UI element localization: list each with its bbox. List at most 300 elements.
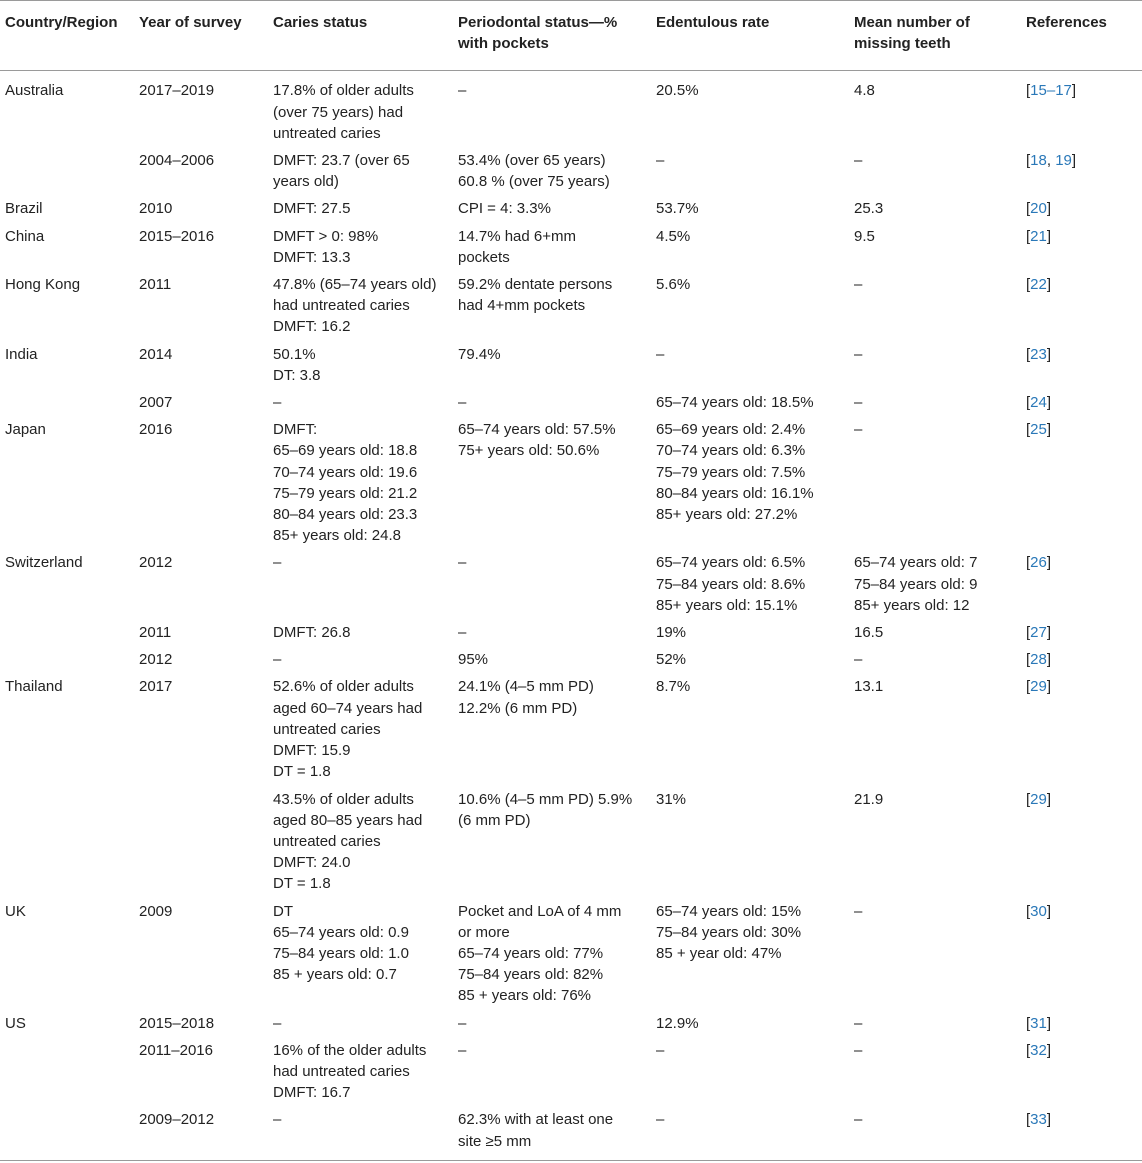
cell-year: 2009 (139, 902, 173, 920)
cell-edentulous-rate (651, 71, 849, 150)
cell-year: 2011–2016 (139, 1041, 213, 1059)
cell-line: untreated caries (273, 720, 381, 738)
cell-line: DMFT: 15.9 (273, 742, 351, 760)
cell-line: DMFT: 16.7 (273, 1084, 351, 1102)
cell-caries-status (268, 1040, 453, 1110)
ref-bracket-close: ] (1071, 82, 1077, 100)
cell-edentulous-rate (651, 419, 849, 552)
cell-missing-teeth (849, 198, 1021, 225)
cell-line: 85 + years old: 0.7 (273, 966, 397, 984)
cell-periodontal-status (453, 1109, 651, 1160)
cell-line: DT = 1.8 (273, 763, 331, 781)
cell-periodontal-status (453, 1013, 651, 1040)
cell-line: – (273, 554, 282, 572)
cell-periodontal-status (453, 676, 651, 788)
ref-bracket-close: ] (1046, 678, 1052, 696)
ref-bracket-open: [ (1026, 394, 1031, 412)
cell-missing-teeth (849, 676, 1021, 788)
cell-line: 85+ years old: 27.2% (656, 506, 798, 524)
cell-line: 75+ years old: 50.6% (458, 442, 600, 460)
cell-line: 14.7% had 6+mm (458, 227, 576, 245)
cell-line: 24.1% (4–5 mm PD) (458, 678, 594, 696)
cell-line: CPI = 4: 3.3% (458, 200, 551, 218)
cell-country: Japan (5, 421, 46, 439)
cell-line: – (273, 1111, 282, 1129)
cell-references (1021, 226, 1142, 274)
cell-line: site ≥5 mm (458, 1132, 532, 1150)
cell-edentulous-rate (651, 789, 849, 901)
cell-edentulous-rate (651, 552, 849, 622)
cell-year: 2011 (139, 624, 172, 642)
cell-edentulous-rate (651, 198, 849, 225)
ref-bracket-close: ] (1046, 902, 1052, 920)
cell-line: – (854, 651, 863, 669)
ref-bracket-open: [ (1026, 1041, 1031, 1059)
cell-line: DMFT: 26.8 (273, 624, 351, 642)
cell-line: – (656, 1041, 665, 1059)
header-row (0, 1, 1142, 71)
cell-line: – (458, 1014, 467, 1032)
cell-line: DT (273, 902, 293, 920)
ref-bracket-open: [ (1026, 227, 1031, 245)
cell-line: 85+ years old: 12 (854, 596, 970, 614)
cell-year: 2015–2018 (139, 1014, 215, 1032)
cell-line: 65–74 years old: 15% (656, 902, 802, 920)
ref-bracket-close: ] (1046, 394, 1052, 412)
cell-missing-teeth (849, 1109, 1021, 1160)
cell-edentulous-rate (651, 1013, 849, 1040)
cell-year: 2017–2019 (139, 82, 215, 100)
ref-bracket-open: [ (1026, 1014, 1031, 1032)
cell-line: 12.9% (656, 1014, 699, 1032)
cell-caries-status (268, 1109, 453, 1160)
cell-edentulous-rate (651, 226, 849, 274)
cell-line: – (656, 1111, 665, 1129)
cell-country (0, 392, 134, 419)
cell-line: – (854, 1014, 863, 1032)
cell-periodontal-status (453, 226, 651, 274)
reference-link[interactable]: 23 (1030, 345, 1047, 363)
cell-line: DMFT: 27.5 (273, 200, 351, 218)
cell-line: – (273, 1014, 282, 1032)
table-row (0, 419, 1142, 552)
cell-line: 95% (458, 651, 489, 669)
cell-edentulous-rate (651, 1109, 849, 1160)
cell-references (1021, 901, 1142, 1013)
cell-line: 65–74 years old: 6.5% (656, 554, 806, 572)
reference-link[interactable]: 27 (1030, 624, 1047, 642)
cell-missing-teeth (849, 622, 1021, 649)
cell-references (1021, 71, 1142, 150)
cell-country: India (5, 345, 38, 363)
ref-bracket-close: ] (1046, 790, 1052, 808)
cell-periodontal-status (453, 649, 651, 676)
cell-edentulous-rate (651, 901, 849, 1013)
cell-line: – (854, 902, 863, 920)
reference-link[interactable]: 24 (1030, 394, 1047, 412)
cell-line: 85 + years old: 76% (458, 987, 592, 1005)
header-text: Mean number of (854, 14, 970, 31)
table-row (0, 676, 1142, 788)
reference-link[interactable]: 29 (1030, 678, 1047, 696)
cell-missing-teeth (849, 1040, 1021, 1110)
cell-line: DMFT: 24.0 (273, 854, 351, 872)
cell-line: 80–84 years old: 23.3 (273, 506, 418, 524)
cell-line: 65–74 years old: 0.9 (273, 923, 409, 941)
cell-line: – (458, 394, 467, 412)
cell-country: UK (5, 902, 26, 920)
cell-line: 65–69 years old: 18.8 (273, 442, 418, 460)
cell-line: 5.6% (656, 276, 691, 294)
cell-missing-teeth (849, 344, 1021, 392)
cell-line: 65–74 years old: 57.5% (458, 421, 616, 439)
cell-caries-status (268, 789, 453, 901)
cell-line: 85+ years old: 15.1% (656, 596, 798, 614)
cell-line: 16% of the older adults (273, 1041, 427, 1059)
cell-country (0, 150, 134, 198)
cell-references (1021, 150, 1142, 198)
ref-bracket-open: [ (1026, 276, 1031, 294)
cell-references (1021, 1040, 1142, 1110)
cell-line: – (458, 82, 467, 100)
ref-bracket-close: ] (1046, 345, 1052, 363)
cell-line: 75–84 years old: 82% (458, 966, 604, 984)
table-row (0, 649, 1142, 676)
header-text: with pockets (458, 35, 549, 53)
cell-line: 52% (656, 651, 687, 669)
cell-references (1021, 419, 1142, 552)
cell-line: DT: 3.8 (273, 366, 321, 384)
table-row (0, 1109, 1142, 1160)
ref-bracket-close: ] (1071, 152, 1077, 170)
cell-periodontal-status (453, 419, 651, 552)
cell-line: aged 80–85 years had (273, 811, 423, 829)
cell-line: 50.1% (273, 345, 316, 363)
cell-year: 2014 (139, 345, 173, 363)
cell-references (1021, 392, 1142, 419)
cell-missing-teeth (849, 226, 1021, 274)
cell-line: untreated caries (273, 832, 381, 850)
cell-line: 43.5% of older adults (273, 790, 414, 808)
cell-line: 65–74 years old: 7 (854, 554, 978, 572)
table-row (0, 552, 1142, 622)
cell-line: – (656, 345, 665, 363)
cell-line: – (458, 624, 467, 642)
cell-line: 60.8 % (over 75 years) (458, 173, 610, 191)
cell-line: 16.5 (854, 624, 884, 642)
cell-missing-teeth (849, 552, 1021, 622)
cell-line: or more (458, 923, 510, 941)
reference-link[interactable]: 30 (1030, 902, 1047, 920)
cell-line: Pocket and LoA of 4 mm (458, 902, 622, 920)
cell-line: had 4+mm pockets (458, 297, 586, 315)
cell-line: – (273, 651, 282, 669)
cell-periodontal-status (453, 392, 651, 419)
cell-missing-teeth (849, 274, 1021, 344)
cell-line: 65–74 years old: 77% (458, 944, 604, 962)
cell-line: DMFT: 13.3 (273, 248, 351, 266)
cell-country (0, 789, 134, 901)
header-text: Caries status (273, 14, 368, 31)
cell-missing-teeth (849, 71, 1021, 150)
cell-edentulous-rate (651, 274, 849, 344)
header-text: References (1026, 14, 1107, 31)
reference-link[interactable]: 21 (1030, 227, 1047, 245)
cell-periodontal-status (453, 789, 651, 901)
reference-link[interactable]: 18 (1030, 152, 1047, 170)
cell-line: 25.3 (854, 200, 884, 218)
cell-line: 70–74 years old: 6.3% (656, 442, 806, 460)
cell-periodontal-status (453, 901, 651, 1013)
cell-line: had untreated caries (273, 297, 410, 315)
cell-references (1021, 1109, 1142, 1160)
ref-bracket-open: [ (1026, 902, 1031, 920)
reference-link[interactable]: 31 (1030, 1014, 1047, 1032)
table-row (0, 274, 1142, 344)
cell-caries-status (268, 274, 453, 344)
cell-missing-teeth (849, 419, 1021, 552)
reference-link[interactable]: 29 (1030, 790, 1047, 808)
cell-line: 75–84 years old: 1.0 (273, 944, 409, 962)
cell-year: 2009–2012 (134, 1109, 268, 1160)
ref-bracket-close: ] (1046, 1014, 1052, 1032)
reference-link[interactable]: 15–17 (1030, 82, 1072, 100)
cell-line: 59.2% dentate persons (458, 276, 613, 294)
header-text: Edentulous rate (656, 14, 770, 31)
cell-year: 2015–2016 (139, 227, 215, 245)
cell-line: 17.8% of older adults (273, 82, 414, 100)
table-row (0, 150, 1142, 198)
cell-country (0, 1109, 134, 1160)
cell-line: – (458, 1041, 467, 1059)
cell-missing-teeth (849, 789, 1021, 901)
ref-bracket-close: ] (1046, 554, 1052, 572)
cell-references (1021, 344, 1142, 392)
cell-edentulous-rate (651, 392, 849, 419)
header-year (134, 1, 268, 71)
cell-country: Brazil (5, 200, 43, 218)
cell-missing-teeth (849, 901, 1021, 1013)
cell-line: pockets (458, 248, 510, 266)
cell-line: – (458, 554, 467, 572)
header-references (1021, 1, 1142, 71)
cell-caries-status (268, 1013, 453, 1040)
cell-line: 12.2% (6 mm PD) (458, 699, 578, 717)
ref-bracket-close: ] (1046, 1041, 1052, 1059)
cell-caries-status (268, 392, 453, 419)
table-row (0, 901, 1142, 1013)
cell-line: 75–84 years old: 8.6% (656, 575, 806, 593)
cell-references (1021, 552, 1142, 622)
cell-line: – (656, 152, 665, 170)
cell-missing-teeth (849, 649, 1021, 676)
cell-year: 2010 (139, 200, 173, 218)
cell-line: DMFT: 23.7 (over 65 (273, 152, 410, 170)
cell-missing-teeth (849, 1013, 1021, 1040)
table-row (0, 392, 1142, 419)
ref-bracket-open: [ (1026, 554, 1031, 572)
cell-country: Australia (5, 82, 64, 100)
cell-line: 80–84 years old: 16.1% (656, 484, 814, 502)
table-row (0, 344, 1142, 392)
table-row (0, 1013, 1142, 1040)
cell-line: 79.4% (458, 345, 501, 363)
cell-edentulous-rate (651, 622, 849, 649)
cell-line: 31% (656, 790, 687, 808)
cell-line: – (854, 394, 863, 412)
reference-link[interactable]: 20 (1030, 200, 1047, 218)
cell-line: 85+ years old: 24.8 (273, 527, 402, 545)
cell-line: 75–79 years old: 7.5% (656, 463, 806, 481)
cell-line: 70–74 years old: 19.6 (273, 463, 418, 481)
reference-link[interactable]: 25 (1030, 421, 1047, 439)
cell-line: DT = 1.8 (273, 875, 331, 893)
header-missing-teeth (849, 1, 1021, 71)
cell-line: 20.5% (656, 82, 699, 100)
cell-caries-status (268, 419, 453, 552)
table-row (0, 198, 1142, 225)
cell-line: 65–74 years old: 18.5% (656, 394, 814, 412)
ref-bracket-close: ] (1046, 421, 1052, 439)
cell-edentulous-rate (651, 1040, 849, 1110)
cell-references (1021, 198, 1142, 225)
cell-line: – (854, 152, 863, 170)
cell-caries-status (268, 552, 453, 622)
table-body (0, 71, 1142, 1160)
cell-line: 8.7% (656, 678, 691, 696)
cell-references (1021, 274, 1142, 344)
cell-edentulous-rate (651, 344, 849, 392)
ref-bracket-close: ] (1046, 227, 1052, 245)
cell-periodontal-status (453, 622, 651, 649)
cell-periodontal-status (453, 274, 651, 344)
cell-year (134, 789, 268, 901)
cell-country (0, 1040, 134, 1110)
ref-bracket-close: ] (1046, 651, 1052, 669)
cell-line: – (854, 276, 863, 294)
reference-link[interactable]: 28 (1030, 651, 1047, 669)
reference-link[interactable]: 33 (1030, 1111, 1047, 1129)
cell-line: – (854, 1111, 863, 1129)
cell-country (0, 649, 134, 676)
cell-references (1021, 649, 1142, 676)
cell-missing-teeth (849, 150, 1021, 198)
header-caries (268, 1, 453, 71)
ref-bracket-close: ] (1046, 276, 1052, 294)
cell-line: 13.1 (854, 678, 884, 696)
cell-line: 75–79 years old: 21.2 (273, 484, 418, 502)
ref-bracket-open: [ (1026, 82, 1031, 100)
cell-references (1021, 1013, 1142, 1040)
cell-line: years old) (273, 173, 339, 191)
reference-link[interactable]: 32 (1030, 1041, 1047, 1059)
ref-separator: , (1046, 152, 1056, 170)
ref-bracket-open: [ (1026, 152, 1031, 170)
cell-line: – (273, 394, 282, 412)
cell-edentulous-rate (651, 649, 849, 676)
cell-periodontal-status (453, 198, 651, 225)
cell-caries-status (268, 901, 453, 1013)
cell-line: 62.3% with at least one (458, 1111, 614, 1129)
cell-year: 2007 (139, 394, 173, 412)
reference-link[interactable]: 19 (1055, 152, 1072, 170)
cell-line: (6 mm PD) (458, 811, 531, 829)
header-edentulous (651, 1, 849, 71)
cell-line: untreated caries (273, 124, 381, 142)
cell-year: 2012 (139, 651, 173, 669)
cell-periodontal-status (453, 344, 651, 392)
table-row (0, 226, 1142, 274)
cell-periodontal-status (453, 552, 651, 622)
cell-missing-teeth (849, 392, 1021, 419)
cell-line: – (854, 1041, 863, 1059)
cell-line: 53.7% (656, 200, 699, 218)
cell-caries-status (268, 344, 453, 392)
cell-caries-status (268, 71, 453, 150)
cell-line: 21.9 (854, 790, 884, 808)
reference-link[interactable]: 26 (1030, 554, 1047, 572)
header-country (0, 1, 134, 71)
cell-caries-status (268, 649, 453, 676)
cell-country: US (5, 1014, 26, 1032)
cell-line: 65–69 years old: 2.4% (656, 421, 806, 439)
cell-country: China (5, 227, 45, 245)
ref-bracket-open: [ (1026, 345, 1031, 363)
cell-caries-status (268, 226, 453, 274)
cell-line: aged 60–74 years had (273, 699, 423, 717)
cell-edentulous-rate (651, 150, 849, 198)
cell-references (1021, 789, 1142, 901)
table-row (0, 789, 1142, 901)
cell-year: 2004–2006 (139, 152, 215, 170)
ref-bracket-close: ] (1046, 624, 1052, 642)
header-text: missing teeth (854, 35, 951, 53)
cell-line: 10.6% (4–5 mm PD) 5.9% (458, 790, 633, 808)
cell-year: 2012 (139, 554, 173, 572)
cell-year: 2011 (139, 276, 172, 294)
header-text: Year of survey (139, 14, 242, 31)
ref-bracket-open: [ (1026, 421, 1031, 439)
ref-bracket-open: [ (1026, 790, 1031, 808)
cell-line: DMFT: 16.2 (273, 318, 351, 336)
cell-caries-status (268, 676, 453, 788)
cell-country: Thailand (5, 678, 63, 696)
cell-line: 9.5 (854, 227, 875, 245)
ref-bracket-close: ] (1046, 200, 1052, 218)
reference-link[interactable]: 22 (1030, 276, 1047, 294)
cell-edentulous-rate (651, 676, 849, 788)
cell-line: 4.8 (854, 82, 875, 100)
header-periodontal (453, 1, 651, 71)
cell-country: Hong Kong (5, 276, 81, 294)
ref-bracket-close: ] (1046, 1111, 1052, 1129)
cell-periodontal-status (453, 1040, 651, 1110)
cell-year: 2017 (139, 678, 173, 696)
cell-periodontal-status (453, 150, 651, 198)
header-text: Periodontal status—% (458, 14, 618, 31)
cell-line: 19% (656, 624, 687, 642)
cell-caries-status (268, 198, 453, 225)
cell-caries-status (268, 150, 453, 198)
table-row (0, 622, 1142, 649)
cell-line: – (854, 421, 863, 439)
cell-references (1021, 622, 1142, 649)
cell-line: 85 + year old: 47% (656, 944, 782, 962)
cell-line: 75–84 years old: 30% (656, 923, 802, 941)
cell-line: had untreated caries (273, 1062, 410, 1080)
ref-bracket-open: [ (1026, 1111, 1031, 1129)
cell-line: 53.4% (over 65 years) (458, 152, 606, 170)
